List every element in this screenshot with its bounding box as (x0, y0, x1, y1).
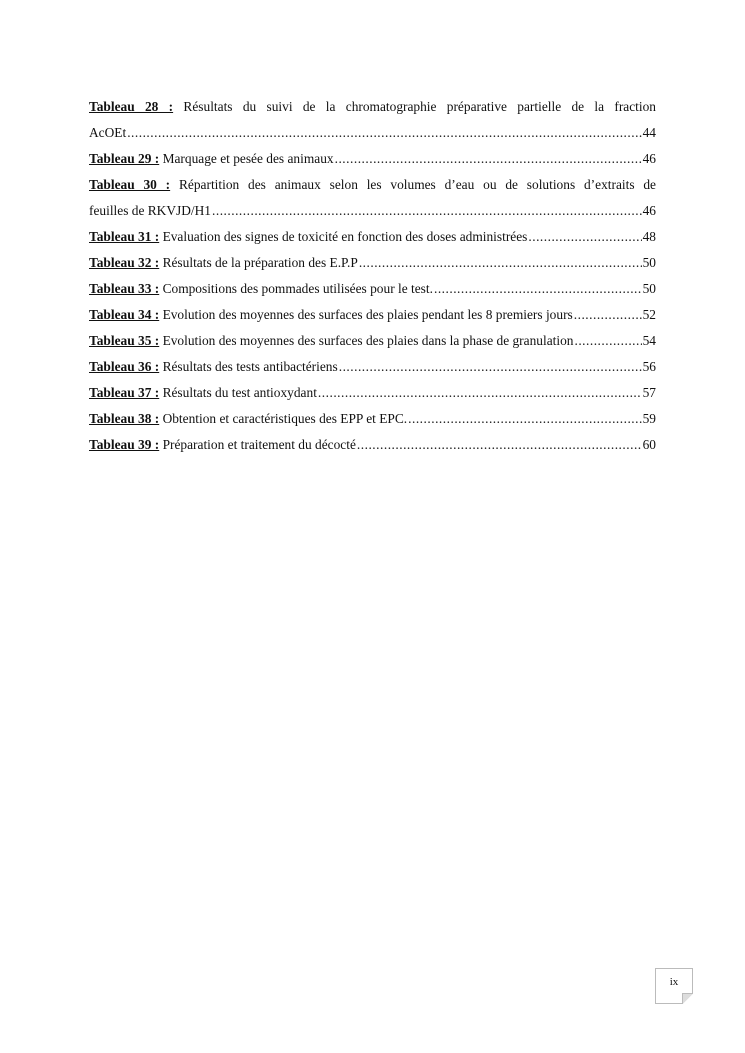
dot-leader (574, 328, 641, 354)
entry-page: 59 (642, 411, 656, 426)
entry-label: Tableau 34 : (89, 307, 160, 322)
toc-entry-33[interactable] (89, 276, 656, 302)
dot-leader (434, 276, 642, 302)
entry-label: Tableau 38 : (89, 411, 160, 426)
dot-leader (339, 354, 642, 380)
table-of-tables (89, 94, 656, 458)
dot-leader (127, 120, 641, 146)
dot-leader (408, 406, 641, 432)
toc-entry-28-cont[interactable] (89, 120, 656, 146)
entry-page: 57 (642, 385, 656, 400)
entry-title: Obtention et caractéristiques des EPP et EPC. (162, 411, 408, 426)
entry-label: Tableau 36 : (89, 359, 160, 374)
entry-page: 52 (642, 307, 656, 322)
entry-page: 50 (642, 281, 656, 296)
entry-title-cont: feuilles de RKVJD/H1 (89, 203, 211, 218)
entry-label: Tableau 28 : (89, 99, 174, 114)
entry-page: 54 (642, 333, 656, 348)
entry-title: Compositions des pommades utilisées pour le test. (162, 281, 433, 296)
toc-entry-38[interactable] (89, 406, 656, 432)
toc-entry-30-cont[interactable] (89, 198, 656, 224)
entry-page: 48 (642, 229, 656, 244)
entry-title: Résultats des tests antibactériens (162, 359, 338, 374)
dot-leader (574, 302, 642, 328)
entry-page: 50 (642, 255, 656, 270)
entry-title: Préparation et traitement du décocté (162, 437, 356, 452)
entry-label: Tableau 30 : (89, 177, 171, 192)
toc-entry-34[interactable] (89, 302, 656, 328)
toc-entry-31[interactable] (89, 224, 656, 250)
entry-label: Tableau 33 : (89, 281, 160, 296)
entry-label: Tableau 29 : (89, 151, 160, 166)
toc-entry-30[interactable] (89, 172, 656, 198)
toc-entry-28[interactable] (89, 94, 656, 120)
entry-page: 46 (642, 203, 656, 218)
toc-entry-39[interactable] (89, 432, 656, 458)
entry-page: 44 (642, 125, 656, 140)
entry-title: Evaluation des signes de toxicité en fonction des doses administrées (162, 229, 528, 244)
entry-title: Evolution des moyennes des surfaces des plaies pendant les 8 premiers jours (162, 307, 573, 322)
toc-entry-29[interactable] (89, 146, 656, 172)
entry-title: Résultats du test antioxydant (162, 385, 317, 400)
toc-entry-35[interactable] (89, 328, 656, 354)
entry-label: Tableau 31 : (89, 229, 160, 244)
entry-title: Résultats de la préparation des E.P.P (162, 255, 358, 270)
entry-title: Répartition des animaux selon les volumes d’eau ou de solutions d’extraits de (178, 177, 656, 192)
entry-page: 46 (642, 151, 656, 166)
entry-title: Evolution des moyennes des surfaces des plaies dans la phase de granulation (162, 333, 574, 348)
dot-leader (335, 146, 642, 172)
entry-title-cont: AcOEt (89, 125, 127, 140)
entry-page: 56 (642, 359, 656, 374)
dot-leader (359, 250, 642, 276)
entry-title: Résultats du suivi de la chromatographie préparative partielle de la fraction (183, 99, 656, 114)
entry-label: Tableau 37 : (89, 385, 160, 400)
entry-title: Marquage et pesée des animaux (162, 151, 334, 166)
dot-leader (357, 432, 642, 458)
entry-label: Tableau 35 : (89, 333, 160, 348)
toc-entry-37[interactable] (89, 380, 656, 406)
entry-label: Tableau 39 : (89, 437, 160, 452)
dot-leader (318, 380, 642, 406)
entry-page: 60 (642, 437, 656, 452)
toc-entry-36[interactable] (89, 354, 656, 380)
entry-label: Tableau 32 : (89, 255, 160, 270)
dot-leader (528, 224, 641, 250)
toc-entry-32[interactable] (89, 250, 656, 276)
dot-leader (212, 198, 642, 224)
page-number: ix (655, 968, 693, 1004)
